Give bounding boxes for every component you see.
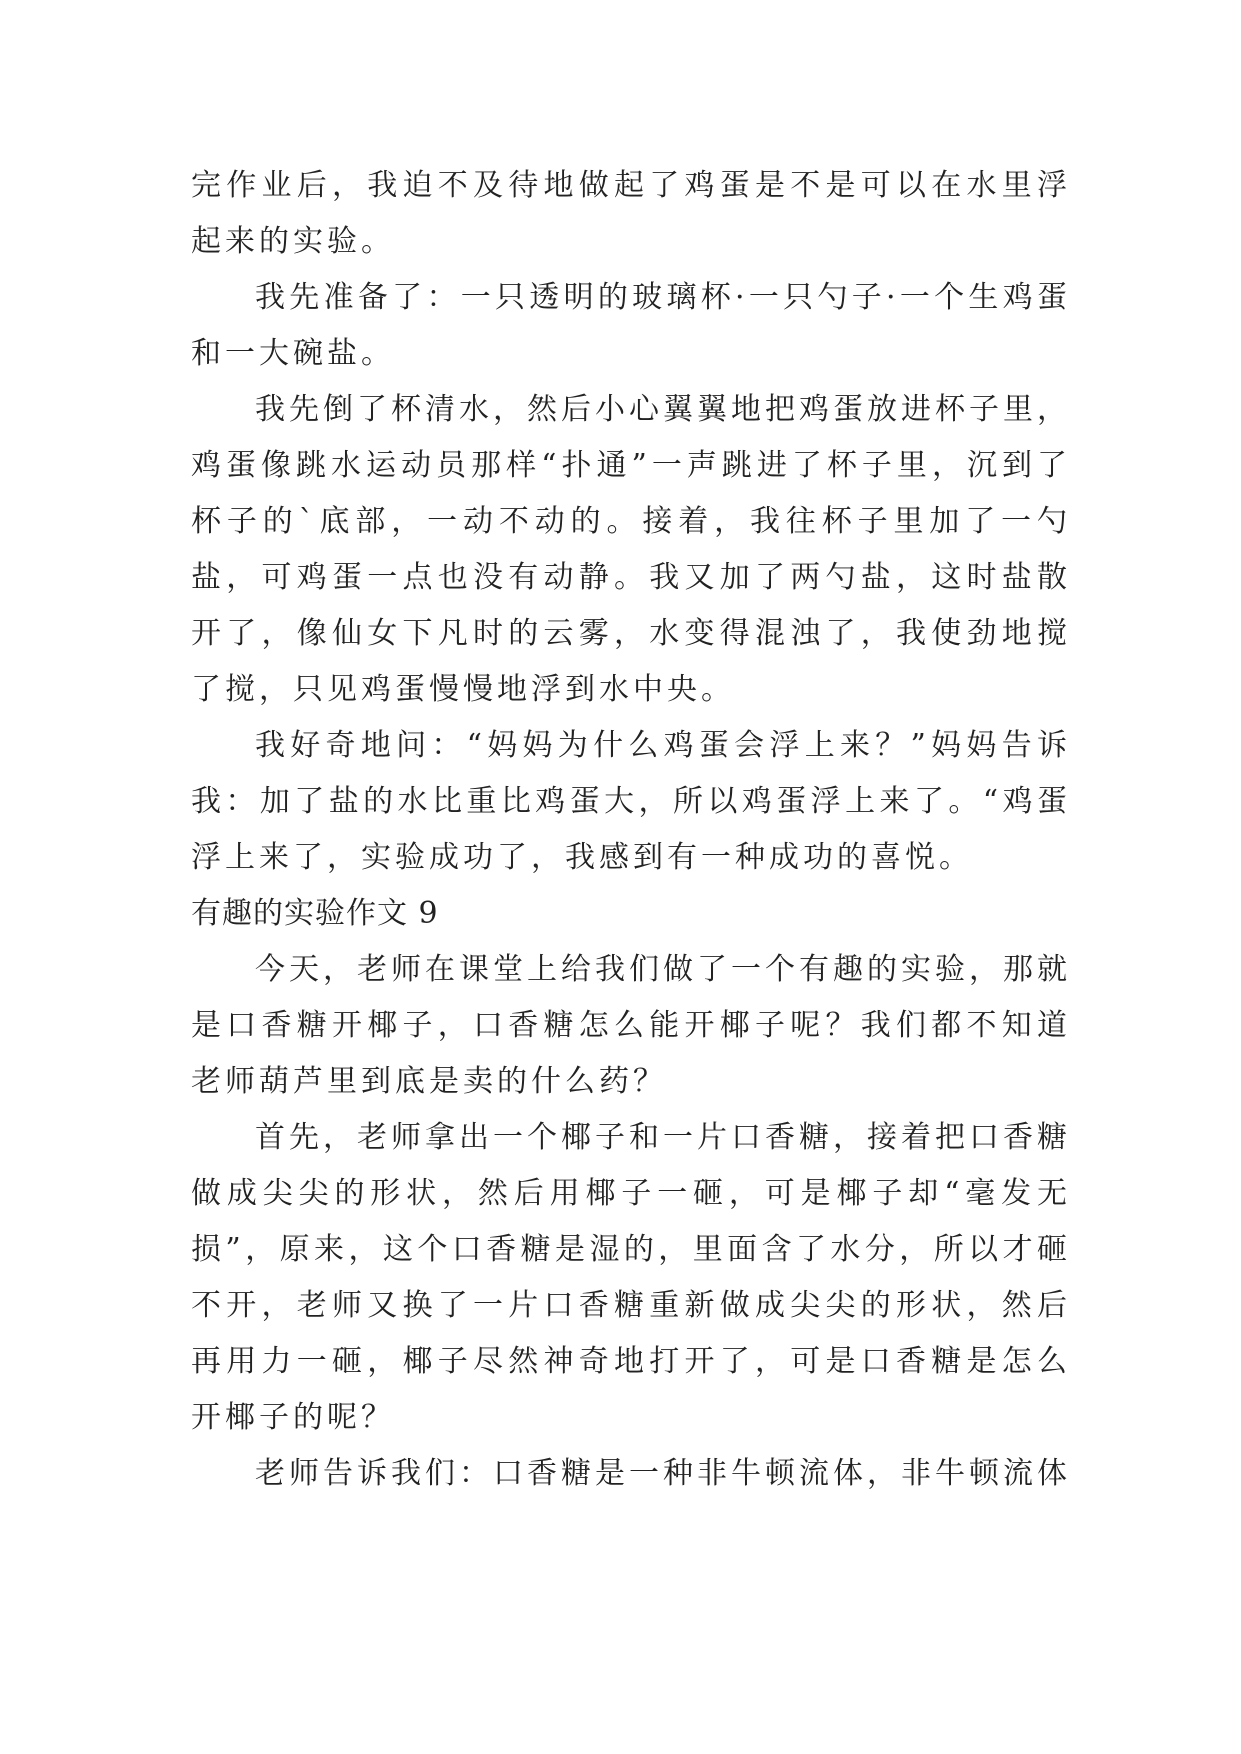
paragraph-continuation: 完作业后，我迫不及待地做起了鸡蛋是不是可以在水里浮起来的实验。: [191, 168, 1071, 259]
section-paragraph-intro: 今天，老师在课堂上给我们做了一个有趣的实验，那就是口香糖开椰子，口香糖怎么能开椰子呢？我们都不知道老师葫芦里到底是卖的什么药？: [191, 952, 1071, 1099]
document-body: [191, 158, 1071, 1502]
paragraph-experiment: 我先倒了杯清水，然后小心翼翼地把鸡蛋放进杯子里，鸡蛋像跳水运动员那样“扑通”一声跳进了杯子里，沉到了杯子的`底部，一动不动的。接着，我往杯子里加了一勺盐，可鸡蛋一点也没有动静。我又加了两勺盐，这时盐散开了，像仙女下凡时的云雾，水变得混浊了，我使劲地搅了搅，只见鸡蛋慢慢地浮到水中央。: [191, 392, 1071, 707]
paragraph-question: 我好奇地问：“妈妈为什么鸡蛋会浮上来？”妈妈告诉我：加了盐的水比重比鸡蛋大，所以鸡蛋浮上来了。“鸡蛋浮上来了，实验成功了，我感到有一种成功的喜悦。: [191, 728, 1071, 875]
section-paragraph-process: 首先，老师拿出一个椰子和一片口香糖，接着把口香糖做成尖尖的形状，然后用椰子一砸，可是椰子却“毫发无损”，原来，这个口香糖是湿的，里面含了水分，所以才砸不开，老师又换了一片口香糖重新做成尖尖的形状，然后再用力一砸，椰子尽然神奇地打开了，可是口香糖是怎么开椰子的呢？: [191, 1120, 1071, 1435]
section-paragraph-explanation: 老师告诉我们：口香糖是一种非牛顿流体，非牛顿流体: [255, 1456, 1071, 1491]
paragraph-materials: 我先准备了：一只透明的玻璃杯·一只勺子·一个生鸡蛋和一大碗盐。: [191, 280, 1071, 371]
section-title: 有趣的实验作文 9: [191, 896, 439, 931]
